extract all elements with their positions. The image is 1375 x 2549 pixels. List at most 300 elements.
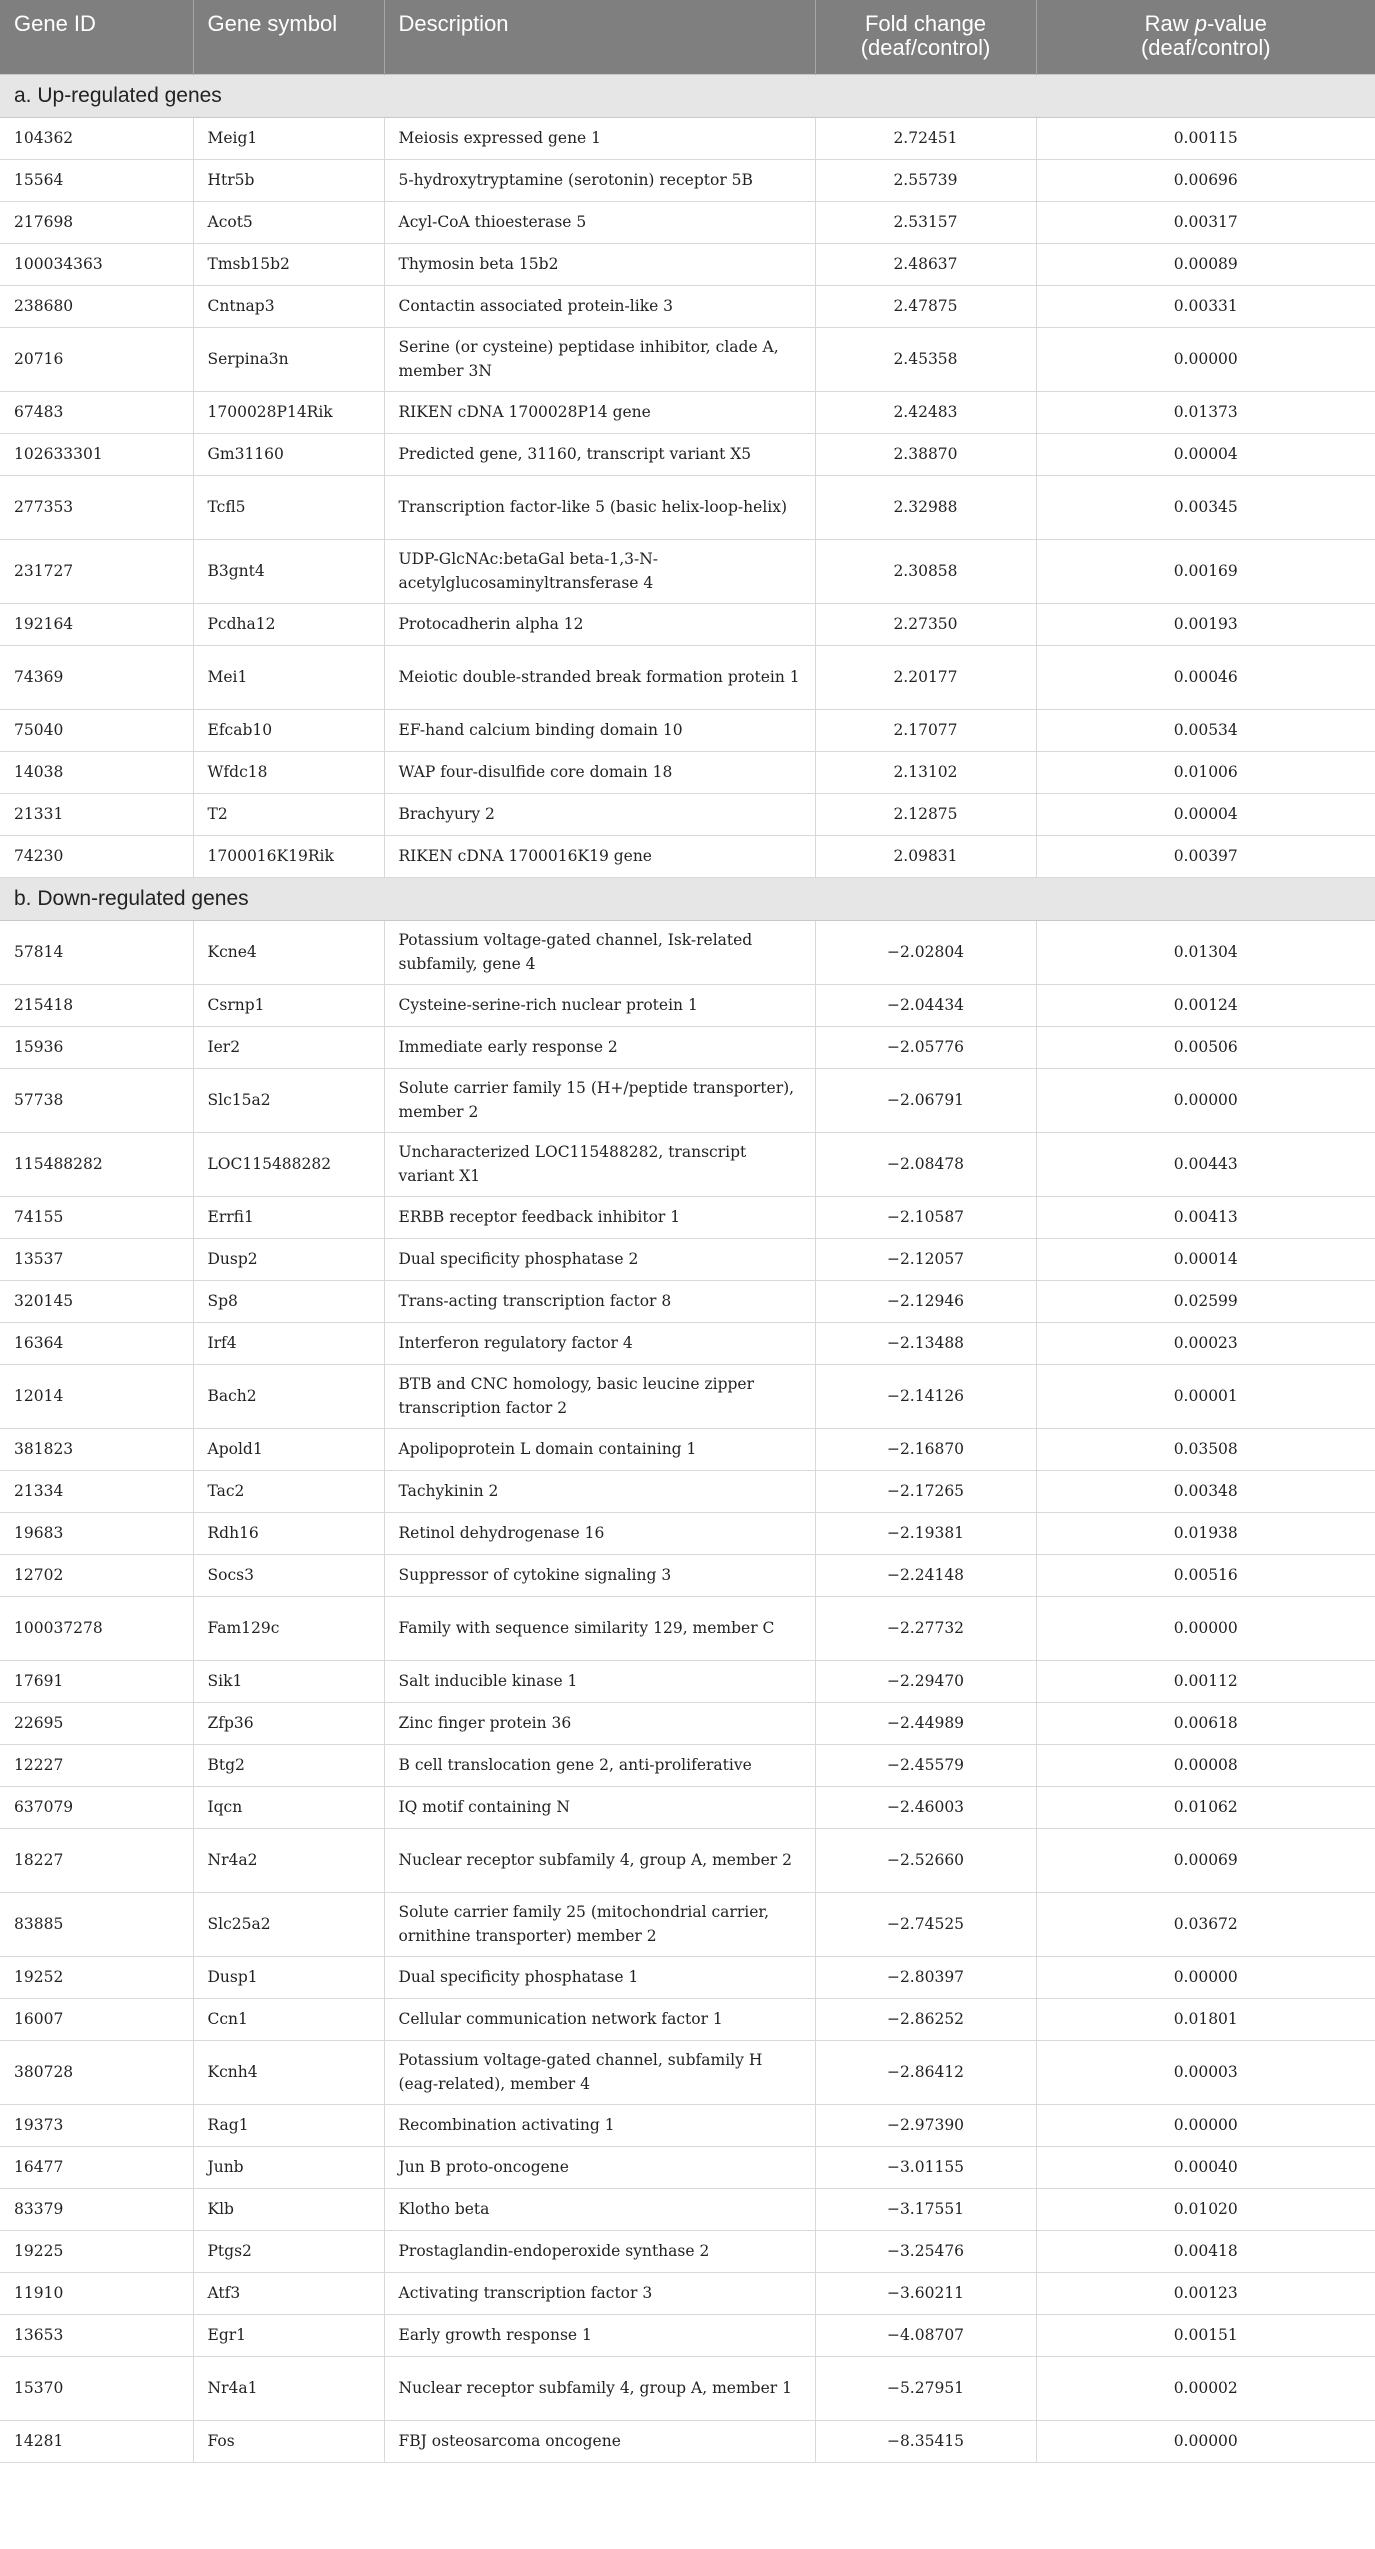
cell-description: Dual specificity phosphatase 2 [384,1238,815,1280]
cell-fold-change: −2.46003 [815,1786,1036,1828]
cell-raw-pvalue: 0.00534 [1036,709,1375,751]
cell-raw-pvalue: 0.00089 [1036,243,1375,285]
cell-raw-pvalue: 0.00413 [1036,1196,1375,1238]
table-row [0,391,1375,433]
cell-gene-symbol: Atf3 [193,2272,384,2314]
cell-gene-id: 15370 [0,2356,193,2420]
cell-gene-symbol: Nr4a2 [193,1828,384,1892]
cell-gene-symbol: Dusp2 [193,1238,384,1280]
cell-raw-pvalue: 0.00696 [1036,159,1375,201]
cell-gene-id: 238680 [0,285,193,327]
cell-gene-id: 16477 [0,2146,193,2188]
cell-fold-change: −2.13488 [815,1322,1036,1364]
cell-raw-pvalue: 0.00345 [1036,475,1375,539]
header-raw-pvalue-line1: Raw p-value [1144,11,1267,36]
cell-description: B cell translocation gene 2, anti-proliferative [384,1744,815,1786]
cell-raw-pvalue: 0.01304 [1036,920,1375,984]
cell-description: FBJ osteosarcoma oncogene [384,2420,815,2462]
cell-gene-id: 74155 [0,1196,193,1238]
cell-fold-change: −4.08707 [815,2314,1036,2356]
cell-gene-id: 21331 [0,793,193,835]
cell-raw-pvalue: 0.03508 [1036,1428,1375,1470]
cell-fold-change: −2.08478 [815,1132,1036,1196]
cell-description: Prostaglandin-endoperoxide synthase 2 [384,2230,815,2272]
cell-gene-id: 19373 [0,2104,193,2146]
cell-description: Contactin associated protein-like 3 [384,285,815,327]
table-row [0,2314,1375,2356]
table-row [0,2104,1375,2146]
cell-description: Immediate early response 2 [384,1026,815,1068]
cell-gene-symbol: Apold1 [193,1428,384,1470]
cell-gene-id: 100037278 [0,1596,193,1660]
cell-description: Potassium voltage-gated channel, subfamily H (eag-related), member 4 [384,2040,815,2104]
table-row [0,1512,1375,1554]
cell-fold-change: −2.04434 [815,984,1036,1026]
cell-fold-change: −5.27951 [815,2356,1036,2420]
cell-description: Salt inducible kinase 1 [384,1660,815,1702]
cell-fold-change: 2.53157 [815,201,1036,243]
cell-fold-change: −2.52660 [815,1828,1036,1892]
cell-gene-symbol: Iqcn [193,1786,384,1828]
cell-raw-pvalue: 0.00331 [1036,285,1375,327]
cell-description: Cysteine-serine-rich nuclear protein 1 [384,984,815,1026]
cell-fold-change: −2.05776 [815,1026,1036,1068]
cell-raw-pvalue: 0.00003 [1036,2040,1375,2104]
table-row [0,751,1375,793]
cell-gene-id: 21334 [0,1470,193,1512]
cell-description: Early growth response 1 [384,2314,815,2356]
cell-fold-change: −2.17265 [815,1470,1036,1512]
cell-gene-symbol: Errfi1 [193,1196,384,1238]
cell-raw-pvalue: 0.00000 [1036,327,1375,391]
cell-fold-change: 2.09831 [815,835,1036,877]
section-header [0,877,1375,920]
cell-description: Recombination activating 1 [384,2104,815,2146]
cell-raw-pvalue: 0.00046 [1036,645,1375,709]
table-row [0,243,1375,285]
cell-gene-id: 12702 [0,1554,193,1596]
cell-fold-change: −2.86412 [815,2040,1036,2104]
table-row [0,2272,1375,2314]
cell-description: WAP four-disulfide core domain 18 [384,751,815,793]
cell-gene-id: 18227 [0,1828,193,1892]
cell-description: IQ motif containing N [384,1786,815,1828]
cell-gene-symbol: Cntnap3 [193,285,384,327]
table-row [0,327,1375,391]
cell-fold-change: −8.35415 [815,2420,1036,2462]
cell-gene-symbol: Btg2 [193,1744,384,1786]
cell-raw-pvalue: 0.01801 [1036,1998,1375,2040]
cell-raw-pvalue: 0.00443 [1036,1132,1375,1196]
table-row [0,2356,1375,2420]
table-row [0,1026,1375,1068]
table-row [0,645,1375,709]
table-body [0,74,1375,2462]
cell-gene-symbol: Slc15a2 [193,1068,384,1132]
cell-gene-id: 637079 [0,1786,193,1828]
cell-description: BTB and CNC homology, basic leucine zipper transcription factor 2 [384,1364,815,1428]
cell-gene-symbol: Mei1 [193,645,384,709]
cell-gene-id: 17691 [0,1660,193,1702]
cell-gene-id: 12227 [0,1744,193,1786]
cell-fold-change: −2.27732 [815,1596,1036,1660]
cell-gene-id: 277353 [0,475,193,539]
cell-description: Acyl-CoA thioesterase 5 [384,201,815,243]
header-fold-change [815,0,1036,74]
cell-gene-symbol: Acot5 [193,201,384,243]
cell-gene-id: 14281 [0,2420,193,2462]
cell-raw-pvalue: 0.02599 [1036,1280,1375,1322]
cell-gene-symbol: Nr4a1 [193,2356,384,2420]
cell-gene-symbol: Csrnp1 [193,984,384,1026]
cell-raw-pvalue: 0.00506 [1036,1026,1375,1068]
cell-description: UDP-GlcNAc:betaGal beta-1,3-N-acetylglucosaminyltransferase 4 [384,539,815,603]
cell-fold-change: −2.29470 [815,1660,1036,1702]
cell-gene-symbol: Junb [193,2146,384,2188]
table-row [0,1196,1375,1238]
cell-gene-symbol: Sik1 [193,1660,384,1702]
table-row [0,1702,1375,1744]
table-row [0,793,1375,835]
cell-gene-symbol: Kcnh4 [193,2040,384,2104]
cell-fold-change: 2.72451 [815,117,1036,159]
cell-raw-pvalue: 0.00348 [1036,1470,1375,1512]
table-row [0,920,1375,984]
table-row [0,1132,1375,1196]
cell-gene-id: 74230 [0,835,193,877]
cell-description: Retinol dehydrogenase 16 [384,1512,815,1554]
cell-raw-pvalue: 0.00124 [1036,984,1375,1026]
cell-description: Trans-acting transcription factor 8 [384,1280,815,1322]
cell-fold-change: −3.60211 [815,2272,1036,2314]
table-row [0,201,1375,243]
cell-raw-pvalue: 0.01006 [1036,751,1375,793]
cell-description: ERBB receptor feedback inhibitor 1 [384,1196,815,1238]
cell-raw-pvalue: 0.00000 [1036,1956,1375,1998]
cell-fold-change: 2.30858 [815,539,1036,603]
cell-gene-symbol: Ccn1 [193,1998,384,2040]
cell-gene-id: 75040 [0,709,193,751]
cell-description: Nuclear receptor subfamily 4, group A, member 1 [384,2356,815,2420]
cell-gene-symbol: LOC115488282 [193,1132,384,1196]
cell-description: Uncharacterized LOC115488282, transcript variant X1 [384,1132,815,1196]
cell-fold-change: −3.17551 [815,2188,1036,2230]
cell-gene-symbol: Tmsb15b2 [193,243,384,285]
cell-gene-id: 217698 [0,201,193,243]
table-row [0,117,1375,159]
cell-description: Klotho beta [384,2188,815,2230]
cell-raw-pvalue: 0.00000 [1036,1596,1375,1660]
table-row [0,433,1375,475]
cell-description: Potassium voltage-gated channel, Isk-related subfamily, gene 4 [384,920,815,984]
header-gene-symbol: Gene symbol [193,0,384,74]
cell-raw-pvalue: 0.00008 [1036,1744,1375,1786]
cell-gene-symbol: Fam129c [193,1596,384,1660]
table-row [0,1428,1375,1470]
table-row [0,1998,1375,2040]
cell-gene-id: 19683 [0,1512,193,1554]
table-row [0,1660,1375,1702]
cell-gene-symbol: Meig1 [193,117,384,159]
header-fold-change-line2: (deaf/control) [860,35,991,60]
cell-gene-symbol: Wfdc18 [193,751,384,793]
cell-raw-pvalue: 0.00618 [1036,1702,1375,1744]
cell-gene-symbol: Tcfl5 [193,475,384,539]
cell-fold-change: 2.17077 [815,709,1036,751]
cell-gene-symbol: Irf4 [193,1322,384,1364]
cell-fold-change: −2.19381 [815,1512,1036,1554]
cell-raw-pvalue: 0.00014 [1036,1238,1375,1280]
table-header [0,0,1375,74]
cell-fold-change: 2.45358 [815,327,1036,391]
cell-raw-pvalue: 0.00112 [1036,1660,1375,1702]
table-row [0,2230,1375,2272]
cell-gene-id: 381823 [0,1428,193,1470]
cell-raw-pvalue: 0.00001 [1036,1364,1375,1428]
cell-description: RIKEN cDNA 1700016K19 gene [384,835,815,877]
cell-gene-symbol: Zfp36 [193,1702,384,1744]
cell-fold-change: −2.74525 [815,1892,1036,1956]
cell-description: Meiosis expressed gene 1 [384,117,815,159]
cell-gene-id: 320145 [0,1280,193,1322]
table-row [0,285,1375,327]
cell-gene-id: 83379 [0,2188,193,2230]
cell-fold-change: −2.97390 [815,2104,1036,2146]
cell-raw-pvalue: 0.00418 [1036,2230,1375,2272]
cell-fold-change: 2.20177 [815,645,1036,709]
cell-description: Brachyury 2 [384,793,815,835]
cell-gene-symbol: Ier2 [193,1026,384,1068]
table-row [0,159,1375,201]
table-row [0,2146,1375,2188]
cell-fold-change: −2.24148 [815,1554,1036,1596]
cell-description: EF-hand calcium binding domain 10 [384,709,815,751]
cell-gene-id: 100034363 [0,243,193,285]
cell-gene-id: 19252 [0,1956,193,1998]
cell-description: Family with sequence similarity 129, member C [384,1596,815,1660]
cell-description: Thymosin beta 15b2 [384,243,815,285]
cell-fold-change: −2.06791 [815,1068,1036,1132]
cell-gene-symbol: Pcdha12 [193,603,384,645]
table-row [0,539,1375,603]
table-row [0,984,1375,1026]
cell-raw-pvalue: 0.00193 [1036,603,1375,645]
cell-gene-id: 12014 [0,1364,193,1428]
cell-gene-id: 115488282 [0,1132,193,1196]
cell-description: Predicted gene, 31160, transcript variant X5 [384,433,815,475]
cell-fold-change: 2.32988 [815,475,1036,539]
cell-gene-symbol: Htr5b [193,159,384,201]
cell-fold-change: −2.12946 [815,1280,1036,1322]
cell-gene-id: 15564 [0,159,193,201]
cell-gene-id: 13537 [0,1238,193,1280]
cell-fold-change: −2.02804 [815,920,1036,984]
header-gene-id: Gene ID [0,0,193,74]
cell-raw-pvalue: 0.03672 [1036,1892,1375,1956]
cell-gene-id: 67483 [0,391,193,433]
cell-raw-pvalue: 0.00151 [1036,2314,1375,2356]
cell-raw-pvalue: 0.00002 [1036,2356,1375,2420]
section-header [0,74,1375,117]
cell-raw-pvalue: 0.01062 [1036,1786,1375,1828]
table-row [0,709,1375,751]
cell-fold-change: 2.38870 [815,433,1036,475]
cell-description: Meiotic double-stranded break formation protein 1 [384,645,815,709]
cell-gene-symbol: 1700016K19Rik [193,835,384,877]
cell-description: Cellular communication network factor 1 [384,1998,815,2040]
cell-raw-pvalue: 0.00317 [1036,201,1375,243]
cell-gene-id: 15936 [0,1026,193,1068]
cell-raw-pvalue: 0.00004 [1036,433,1375,475]
cell-description: Solute carrier family 15 (H+/peptide transporter), member 2 [384,1068,815,1132]
table-row [0,1786,1375,1828]
cell-description: Apolipoprotein L domain containing 1 [384,1428,815,1470]
cell-fold-change: −2.14126 [815,1364,1036,1428]
cell-raw-pvalue: 0.00000 [1036,2420,1375,2462]
cell-gene-symbol: Socs3 [193,1554,384,1596]
cell-raw-pvalue: 0.01373 [1036,391,1375,433]
cell-description: Transcription factor-like 5 (basic helix-loop-helix) [384,475,815,539]
cell-raw-pvalue: 0.00115 [1036,117,1375,159]
table-row [0,475,1375,539]
cell-gene-id: 11910 [0,2272,193,2314]
table-row [0,1280,1375,1322]
cell-fold-change: 2.55739 [815,159,1036,201]
cell-gene-symbol: Bach2 [193,1364,384,1428]
table-row [0,1956,1375,1998]
cell-description: RIKEN cDNA 1700028P14 gene [384,391,815,433]
cell-gene-id: 57738 [0,1068,193,1132]
cell-description: Tachykinin 2 [384,1470,815,1512]
cell-gene-id: 192164 [0,603,193,645]
cell-fold-change: 2.12875 [815,793,1036,835]
table-row [0,1828,1375,1892]
cell-gene-symbol: T2 [193,793,384,835]
cell-gene-id: 16007 [0,1998,193,2040]
cell-raw-pvalue: 0.00023 [1036,1322,1375,1364]
cell-gene-symbol: Dusp1 [193,1956,384,1998]
cell-gene-id: 74369 [0,645,193,709]
cell-fold-change: 2.42483 [815,391,1036,433]
cell-gene-symbol: Egr1 [193,2314,384,2356]
header-fold-change-line1: Fold change [864,11,987,36]
header-description: Description [384,0,815,74]
cell-gene-id: 102633301 [0,433,193,475]
header-raw-pvalue-line2: (deaf/control) [1140,35,1271,60]
cell-gene-symbol: Kcne4 [193,920,384,984]
table-row [0,603,1375,645]
cell-fold-change: 2.47875 [815,285,1036,327]
cell-fold-change: 2.27350 [815,603,1036,645]
cell-gene-id: 16364 [0,1322,193,1364]
cell-gene-id: 83885 [0,1892,193,1956]
cell-raw-pvalue: 0.00000 [1036,1068,1375,1132]
cell-gene-id: 380728 [0,2040,193,2104]
header-row [0,0,1375,74]
cell-description: Protocadherin alpha 12 [384,603,815,645]
cell-description: Suppressor of cytokine signaling 3 [384,1554,815,1596]
cell-gene-symbol: Gm31160 [193,433,384,475]
section-title: b. Down-regulated genes [0,877,1375,920]
cell-raw-pvalue: 0.00397 [1036,835,1375,877]
cell-description: Jun B proto-oncogene [384,2146,815,2188]
cell-fold-change: −2.12057 [815,1238,1036,1280]
cell-gene-id: 104362 [0,117,193,159]
cell-gene-symbol: Sp8 [193,1280,384,1322]
cell-fold-change: −2.44989 [815,1702,1036,1744]
table-row [0,2420,1375,2462]
header-raw-pvalue [1036,0,1375,74]
cell-gene-id: 20716 [0,327,193,391]
cell-gene-symbol: Ptgs2 [193,2230,384,2272]
table-row [0,1238,1375,1280]
cell-gene-symbol: Rag1 [193,2104,384,2146]
cell-raw-pvalue: 0.00516 [1036,1554,1375,1596]
cell-gene-id: 13653 [0,2314,193,2356]
cell-gene-symbol: B3gnt4 [193,539,384,603]
cell-raw-pvalue: 0.00069 [1036,1828,1375,1892]
cell-fold-change: −3.01155 [815,2146,1036,2188]
cell-gene-symbol: Slc25a2 [193,1892,384,1956]
cell-gene-id: 215418 [0,984,193,1026]
cell-fold-change: 2.48637 [815,243,1036,285]
table-row [0,2188,1375,2230]
cell-description: Serine (or cysteine) peptidase inhibitor, clade A, member 3N [384,327,815,391]
cell-raw-pvalue: 0.00004 [1036,793,1375,835]
table-row [0,2040,1375,2104]
table-row [0,1596,1375,1660]
cell-description: Interferon regulatory factor 4 [384,1322,815,1364]
cell-fold-change: −2.10587 [815,1196,1036,1238]
cell-fold-change: −2.45579 [815,1744,1036,1786]
cell-description: Solute carrier family 25 (mitochondrial carrier, ornithine transporter) member 2 [384,1892,815,1956]
cell-description: Dual specificity phosphatase 1 [384,1956,815,1998]
cell-gene-symbol: Tac2 [193,1470,384,1512]
table-row [0,835,1375,877]
cell-description: Activating transcription factor 3 [384,2272,815,2314]
table-row [0,1744,1375,1786]
cell-gene-id: 231727 [0,539,193,603]
table-row [0,1470,1375,1512]
cell-raw-pvalue: 0.00123 [1036,2272,1375,2314]
cell-raw-pvalue: 0.00040 [1036,2146,1375,2188]
cell-description: 5-hydroxytryptamine (serotonin) receptor 5B [384,159,815,201]
table-row [0,1322,1375,1364]
cell-gene-symbol: Klb [193,2188,384,2230]
cell-gene-symbol: Serpina3n [193,327,384,391]
cell-fold-change: −2.80397 [815,1956,1036,1998]
table-row [0,1068,1375,1132]
cell-raw-pvalue: 0.01020 [1036,2188,1375,2230]
cell-description: Zinc finger protein 36 [384,1702,815,1744]
cell-gene-symbol: Fos [193,2420,384,2462]
cell-fold-change: −2.16870 [815,1428,1036,1470]
cell-gene-symbol: Rdh16 [193,1512,384,1554]
table-row [0,1554,1375,1596]
cell-gene-id: 14038 [0,751,193,793]
table-row [0,1364,1375,1428]
cell-gene-symbol: 1700028P14Rik [193,391,384,433]
cell-fold-change: 2.13102 [815,751,1036,793]
section-title: a. Up-regulated genes [0,74,1375,117]
cell-raw-pvalue: 0.01938 [1036,1512,1375,1554]
table-row [0,1892,1375,1956]
cell-raw-pvalue: 0.00169 [1036,539,1375,603]
cell-gene-id: 22695 [0,1702,193,1744]
cell-fold-change: −3.25476 [815,2230,1036,2272]
cell-gene-id: 57814 [0,920,193,984]
cell-gene-id: 19225 [0,2230,193,2272]
